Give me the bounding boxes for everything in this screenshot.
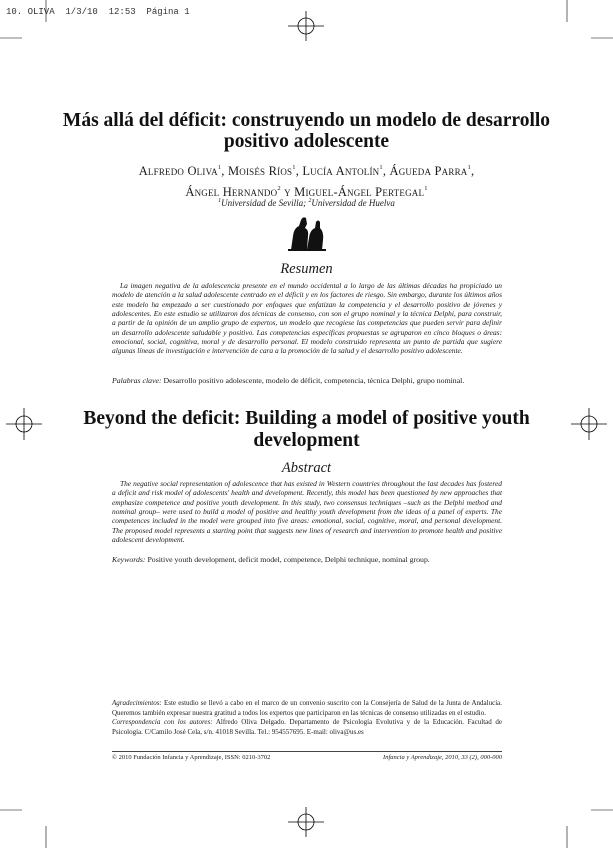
author-affiliation-number: 1 — [292, 164, 296, 171]
palabras-clave — [112, 376, 502, 386]
footnotes — [112, 699, 502, 737]
author-name: Águeda Parra — [389, 164, 468, 178]
palabras-clave-label: Palabras clave: — [112, 376, 162, 385]
author-name: Alfredo Oliva — [138, 164, 218, 178]
journal-citation: Infancia y Aprendizaje, 2010, 33 (2), 000-000 — [383, 754, 502, 761]
author-separator: , — [221, 164, 228, 178]
correspondence-text: Alfredo Oliva Delgado. Departamento de Psicología Evolutiva y de la Educación. Facultad de Psicología. C/Camilo José Cela, s/n. 41018 Sevilla. Tel.: 954557695. E-mail: oliva@us.es — [112, 718, 502, 736]
author-affiliation-number: 1 — [467, 164, 471, 171]
author-name: Ángel Hernando — [185, 185, 278, 199]
keywords — [112, 555, 502, 565]
author-separator: , — [470, 164, 475, 178]
abstract-text: The negative social representation of adolescence that has existed in Western countries throughout the last decades has fostered a deficit and risk model of adolescents' health and development. Recently, this model has been questioned by new approaches that emphasize competence and positive youth development. In this study, two consensus techniques –such as the Delphi method and nominal group– were used to build a model of positive and healthy youth development from the ideas of a panel of experts. The competences included in the model were grouped into five areas: emotional, social, cognitive, moral, and personal development. The proposed model represents a starting point that suggests new lines of research and intervention to promote health and positive adolescent development. — [112, 479, 502, 545]
author-affiliation-number: 1 — [217, 164, 222, 171]
keywords-label: Keywords: — [112, 555, 146, 564]
author-separator: , — [295, 164, 303, 178]
author-separator: , — [382, 164, 390, 178]
acknowledgements-text: Este estudio se llevó a cabo en el marco de un convenio suscrito con la Consejería de Salud de la Junta de Andalucía. Queremos también expresar nuestra gratitud a todos los expertos que participaron en las técnicas de consenso utilizadas en el estudio. — [112, 699, 502, 717]
affiliation-number: 1 — [218, 198, 222, 204]
abstract-heading: Abstract — [281, 460, 332, 476]
author-name: Moisés Ríos — [227, 164, 293, 178]
print-slug: 10. OLIVA 1/3/10 12:53 Página 1 — [6, 7, 190, 17]
author-affiliation-number: 2 — [277, 185, 281, 192]
author-name: Miguel-Ángel Pertegal — [294, 185, 425, 199]
resumen-heading: Resumen — [280, 261, 333, 277]
affiliation-text: Universidad de Sevilla; — [221, 198, 309, 208]
correspondence-note — [112, 718, 502, 737]
author-affiliation-number: 1 — [424, 185, 428, 192]
copyright-line: © 2010 Fundación Infancia y Aprendizaje, ISSN: 0210-3702 — [112, 754, 271, 761]
author-affiliation-number: 1 — [379, 164, 383, 171]
palabras-clave-text: Desarrollo positivo adolescente, modelo de déficit, competencia, técnica Delphi, grupo nominal. — [163, 376, 465, 385]
acknowledgements-label: Agradecimientos: — [112, 699, 162, 707]
correspondence-label: Correspondencia con los autores: — [112, 718, 213, 727]
author-separator: y — [280, 185, 295, 199]
journal-logo-icon — [285, 214, 329, 252]
affiliation-text: Universidad de Huelva — [311, 198, 395, 208]
affiliations — [100, 198, 513, 208]
footer-divider — [112, 751, 502, 752]
author-name: Lucía Antolín — [302, 164, 380, 178]
english-title: Beyond the deficit: Building a model of positive youth development — [83, 408, 530, 451]
author-list — [80, 159, 533, 201]
spanish-title: Más allá del déficit: construyendo un modelo de desarrollo positivo adolescente — [62, 110, 551, 152]
acknowledgements-note — [112, 699, 502, 718]
affiliation-number: 2 — [308, 198, 312, 204]
resumen-text: La imagen negativa de la adolescencia presente en el mundo occidental a lo largo de las últimas décadas ha propiciado un modelo de atención a la salud adolescente centrado en el déficit y en los factores de riesgo. Sin embargo, durante los últimos años este modelo ha empezado a ser cuestionado por enfoques que enfatizan la competencia y el desarrollo positivo de jóvenes y adolescentes. En este estudio se utilizaron dos técnicas de consenso, con son el grupo nominal y la técnica Delphi, para construir, a partir de la opinión de un amplio grupo de expertos, un modelo que recogiese las competencias que pueden servir para definir un desarrollo adolescente saludable y positivo. Las competencias específicas propuestas se agruparon en cinco bloques o áreas: emocional, social, cognitiva, moral y de desarrollo personal. El modelo construido representa un punto de partida que sugiere algunas líneas de investigación e intervención de cara a la promoción de la salud y el desarrollo positivo adolescente. — [112, 281, 502, 356]
keywords-text: Positive youth development, deficit model, competence, Delphi technique, nominal group. — [147, 555, 430, 564]
